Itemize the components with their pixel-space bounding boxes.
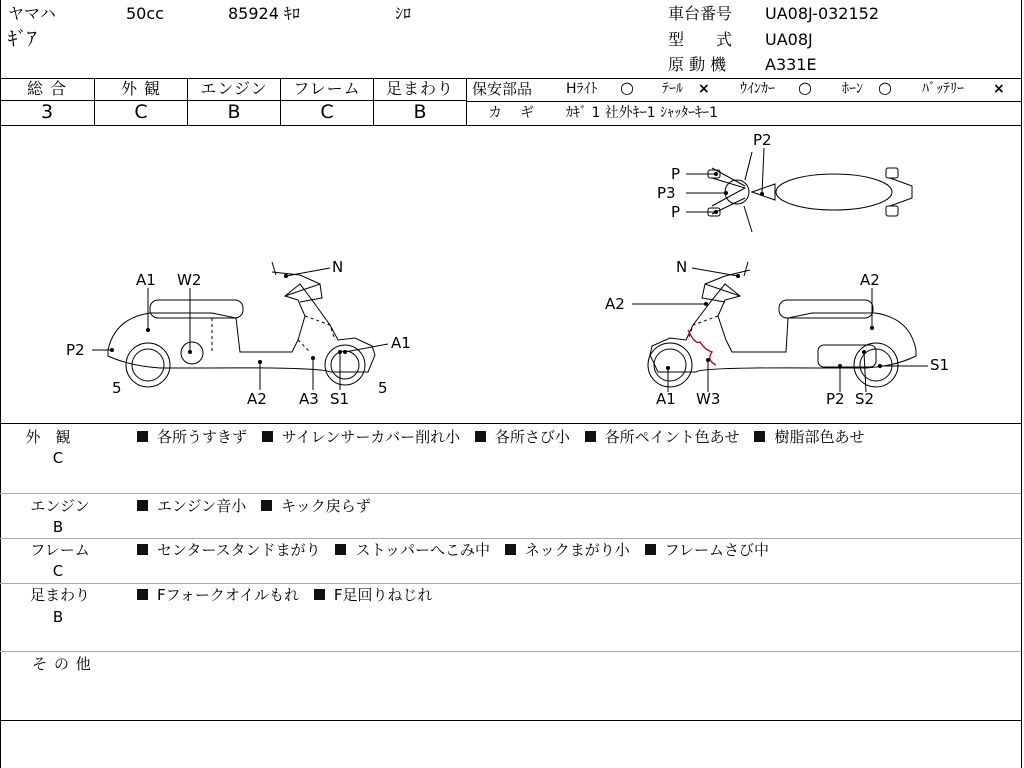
scooter-diagram	[0, 126, 1021, 422]
bullet	[335, 544, 346, 555]
safety-item-tail: ﾃｰﾙ	[662, 81, 683, 97]
diagram-label: W2	[177, 271, 202, 289]
remark-item: F足回りねじれ	[333, 586, 433, 604]
bullet	[137, 544, 148, 555]
remark-item: キック戻らず	[281, 497, 371, 515]
remark-item: フレームさび中	[664, 541, 769, 559]
safety-item-headlight: Hﾗｲﾄ	[566, 81, 598, 97]
remark-grade-frame: C	[52, 562, 64, 580]
color: ｼﾛ	[395, 4, 412, 23]
remark-item: 各所さび小	[494, 428, 570, 446]
top-view-scooter	[708, 152, 912, 232]
bullet	[754, 431, 765, 442]
key-info: ｶｷﾞ 1 社外ｷｰ1 ｼｬｯﾀｰｷｰ1	[566, 105, 719, 121]
frame-no-label: 車台番号	[668, 4, 733, 23]
diagram-bottom	[0, 423, 1021, 424]
remark-items-engine	[137, 499, 371, 514]
diagram-label: P2	[66, 341, 85, 359]
remark-item: 各所ペイント色あせ	[604, 428, 740, 446]
diagram-label: A3	[299, 390, 319, 408]
remark-grade-suspension: B	[52, 608, 64, 626]
grade-value-engine: B	[227, 101, 241, 123]
bullet	[645, 544, 656, 555]
diagram-label: A1	[656, 390, 676, 408]
diagram-label: P2	[826, 390, 845, 408]
maker: ヤマハ	[8, 4, 56, 23]
bullet	[505, 544, 516, 555]
safety-item-winker: ｳｲﾝｶｰ	[740, 81, 775, 97]
grade-label-engine: エンジン	[200, 79, 268, 98]
remark-grade-engine: B	[52, 518, 64, 536]
bullet	[137, 500, 148, 511]
remark-category-suspension: 足まわり	[29, 586, 90, 604]
remark-item: サイレンサーカバー削れ小	[281, 428, 461, 446]
safety-status-battery: ×	[993, 81, 1005, 97]
diagram-label: N	[332, 258, 344, 276]
diagram-label: P3	[657, 184, 676, 202]
diagram-label: A1	[136, 271, 156, 289]
remark-items-appearance	[137, 430, 864, 445]
diagram-label: 5	[378, 379, 388, 397]
remark-item: 樹脂部色あせ	[774, 428, 865, 446]
safety-mid-line	[466, 101, 1021, 102]
diagram-label: S2	[855, 390, 875, 408]
diagram-label: W3	[696, 390, 721, 408]
remark-items-frame	[137, 543, 769, 558]
bullet	[261, 500, 272, 511]
type-label: 型 式	[668, 30, 733, 49]
remark-category-other: そ の 他	[32, 655, 92, 673]
grade-label-overall: 総 合	[26, 79, 68, 98]
diagram-label: S1	[930, 356, 950, 374]
type-value: UA08J	[765, 30, 813, 49]
mileage: 85924 ｷﾛ	[228, 4, 300, 23]
diagram-label: 5	[112, 379, 122, 397]
bullet	[262, 431, 273, 442]
engine-value: A331E	[765, 55, 817, 74]
remark-category-appearance: 外 観	[25, 428, 71, 446]
remark-grade-appearance: C	[52, 449, 64, 467]
remark-category-frame: フレーム	[30, 541, 90, 559]
diagram-label: A2	[605, 295, 625, 313]
right-border	[1021, 0, 1022, 768]
key-label: カ ギ	[488, 105, 536, 121]
grade-value-appearance: C	[134, 101, 148, 123]
remark-item: ストッパーへこみ中	[355, 541, 490, 559]
remark-item: 各所うすきず	[157, 428, 248, 446]
bullet	[137, 589, 148, 600]
diagram-label: P	[671, 165, 681, 183]
engine-label: 原 動 機	[668, 55, 727, 74]
grade-value-frame: C	[320, 101, 334, 123]
form-bottom-line	[0, 720, 1021, 721]
diagram-label: S1	[330, 390, 350, 408]
bullet	[137, 431, 148, 442]
displacement: 50cc	[126, 4, 164, 23]
safety-status-winker: ○	[798, 78, 812, 97]
grade-value-overall: 3	[40, 101, 54, 123]
bullet	[585, 431, 596, 442]
diagram-label: A2	[860, 271, 880, 289]
remark-divider	[0, 538, 1021, 539]
diagram-label: P	[671, 203, 681, 221]
remark-item: ネックまがり小	[524, 541, 630, 559]
remark-item: エンジン音小	[157, 497, 247, 515]
remark-divider	[0, 583, 1021, 584]
safety-item-horn: ﾎｰﾝ	[842, 81, 863, 97]
safety-status-headlight: ○	[620, 78, 634, 97]
bullet	[475, 431, 486, 442]
diagram-label: N	[676, 258, 688, 276]
remark-category-engine: エンジン	[30, 497, 90, 515]
remark-item: センタースタンドまがり	[157, 541, 321, 559]
safety-status-horn: ○	[878, 78, 892, 97]
diagram-label: A1	[391, 334, 411, 352]
safety-status-tail: ×	[698, 81, 710, 97]
remark-divider	[0, 651, 1021, 652]
frame-no: UA08J-032152	[765, 4, 880, 23]
diagram-label: P2	[753, 131, 772, 149]
safety-item-battery: ﾊﾞｯﾃﾘｰ	[922, 81, 964, 97]
grade-value-suspension: B	[413, 101, 427, 123]
grade-label-frame: フレーム	[293, 79, 361, 98]
remark-items-suspension	[137, 588, 433, 603]
safety-title: 保安部品	[472, 80, 533, 98]
grade-label-suspension: 足まわり	[385, 79, 454, 98]
model-name: ｷﾞｱ	[8, 28, 37, 50]
remark-item: Fフォークオイルもれ	[157, 586, 300, 604]
remark-divider	[0, 493, 1021, 494]
grade-label-appearance: 外 観	[120, 79, 162, 98]
bullet	[314, 589, 325, 600]
diagram-label: A2	[247, 390, 267, 408]
